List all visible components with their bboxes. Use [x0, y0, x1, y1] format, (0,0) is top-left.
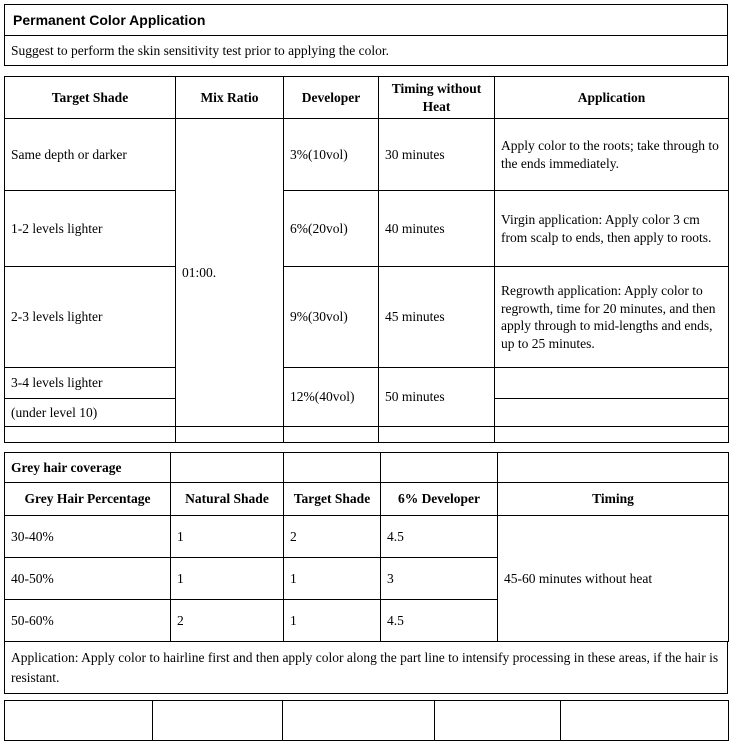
cell-developer: 3: [381, 558, 498, 600]
cell-natural-shade: 1: [171, 516, 284, 558]
cell-developer: 4.5: [381, 516, 498, 558]
grey-hair-table: [4, 452, 729, 642]
header-target-shade: Target Shade: [5, 77, 176, 119]
header-6-developer: 6% Developer: [381, 483, 498, 516]
grey-section-title-row: [5, 453, 729, 483]
cell-target-shade: 1-2 levels lighter: [5, 191, 176, 267]
empty-cell: [379, 427, 495, 443]
cell-target-shade: 2: [284, 516, 381, 558]
empty-cell: [435, 701, 561, 741]
application-footer-note: Application: Apply color to hairline first and then apply color along the part line to intensify processing in these areas, if the hair is resistant.: [4, 641, 728, 694]
cell-application-empty: [495, 399, 729, 427]
cell-timing: 45 minutes: [379, 267, 495, 368]
cell-percentage: 50-60%: [5, 600, 171, 642]
cell-application-empty: [495, 368, 729, 399]
table-row: [5, 191, 729, 267]
header-mix-ratio: Mix Ratio: [176, 77, 284, 119]
partial-bottom-table: [4, 700, 729, 741]
cell-percentage: 30-40%: [5, 516, 171, 558]
cell-timing: 30 minutes: [379, 119, 495, 191]
table-row: [5, 368, 729, 399]
header-grey-percentage: Grey Hair Percentage: [5, 483, 171, 516]
empty-cell: [284, 427, 379, 443]
empty-cell: [5, 701, 153, 741]
empty-cell: [498, 453, 729, 483]
empty-spacer-row: [5, 427, 729, 443]
cell-developer: 4.5: [381, 600, 498, 642]
header-timing: Timing without Heat: [379, 77, 495, 119]
empty-cell: [171, 453, 284, 483]
table-row: [5, 119, 729, 191]
empty-cell: [381, 453, 498, 483]
grey-table-header-row: [5, 483, 729, 516]
partial-table-row: [5, 701, 729, 741]
header-application: Application: [495, 77, 729, 119]
cell-developer: 9%(30vol): [284, 267, 379, 368]
empty-cell: [561, 701, 729, 741]
page-title: Permanent Color Application: [4, 4, 728, 36]
cell-timing: 40 minutes: [379, 191, 495, 267]
sensitivity-note: Suggest to perform the skin sensitivity test prior to applying the color.: [4, 35, 728, 66]
empty-cell: [153, 701, 283, 741]
cell-natural-shade: 2: [171, 600, 284, 642]
cell-target-shade: 1: [284, 600, 381, 642]
cell-target-shade: 1: [284, 558, 381, 600]
cell-application: Virgin application: Apply color 3 cm from scalp to ends, then apply to roots.: [495, 191, 729, 267]
empty-cell: [5, 427, 176, 443]
grey-section-title: Grey hair coverage: [5, 453, 171, 483]
table-row: [5, 516, 729, 558]
empty-cell: [495, 427, 729, 443]
table-row: [5, 267, 729, 368]
cell-timing: 50 minutes: [379, 368, 495, 427]
cell-application: Regrowth application: Apply color to regrowth, time for 20 minutes, and then apply through to mid-lengths and ends, up to 25 minutes.: [495, 267, 729, 368]
cell-developer: 12%(40vol): [284, 368, 379, 427]
cell-percentage: 40-50%: [5, 558, 171, 600]
cell-developer: 3%(10vol): [284, 119, 379, 191]
permanent-table-header-row: [5, 77, 729, 119]
cell-mix-ratio: 01:00.: [176, 119, 284, 427]
empty-cell: [284, 453, 381, 483]
empty-cell: [283, 701, 435, 741]
cell-target-shade: Same depth or darker: [5, 119, 176, 191]
cell-target-shade: 2-3 levels lighter: [5, 267, 176, 368]
header-developer: Developer: [284, 77, 379, 119]
cell-natural-shade: 1: [171, 558, 284, 600]
header-timing: Timing: [498, 483, 729, 516]
cell-target-shade: 3-4 levels lighter: [5, 368, 176, 399]
cell-timing: 45-60 minutes without heat: [498, 516, 729, 642]
header-natural-shade: Natural Shade: [171, 483, 284, 516]
header-target-shade: Target Shade: [284, 483, 381, 516]
cell-developer: 6%(20vol): [284, 191, 379, 267]
permanent-color-table: [4, 76, 729, 443]
cell-target-shade-sub: (under level 10): [5, 399, 176, 427]
empty-cell: [176, 427, 284, 443]
cell-application: Apply color to the roots; take through to the ends immediately.: [495, 119, 729, 191]
